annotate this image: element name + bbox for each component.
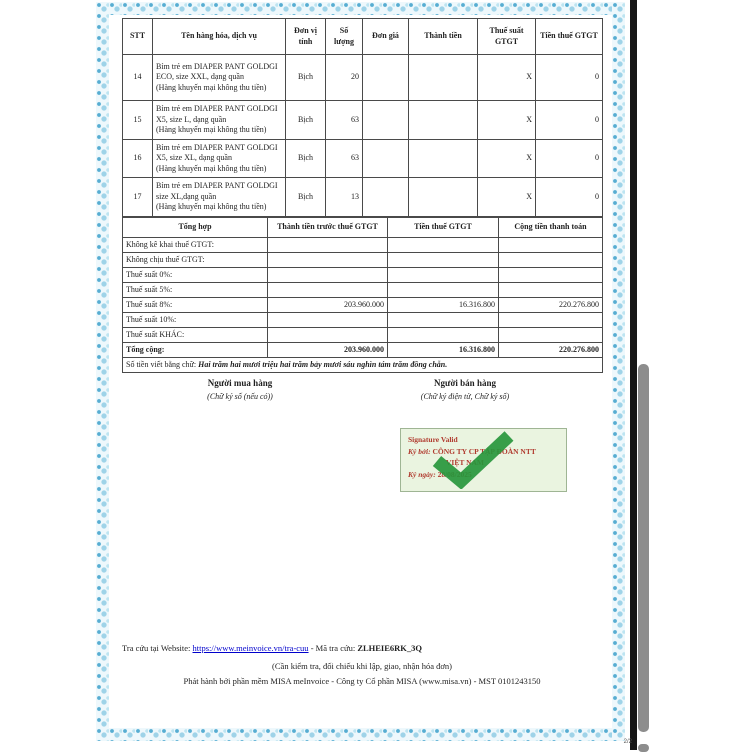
- summary-total: [499, 283, 603, 298]
- cell-vat-amount: 0: [536, 178, 603, 217]
- cell-quantity: 13: [326, 178, 363, 217]
- invoice-header-cell-2: Đơn vị tính: [286, 19, 326, 55]
- stamp-signed-by-label: Ký bởi:: [408, 446, 433, 456]
- summary-pre-tax: [268, 328, 388, 343]
- cell-unit-price: [363, 140, 409, 178]
- cell-unit: Bịch: [286, 55, 326, 101]
- summary-total: 220.276.800: [499, 343, 603, 358]
- summary-label: Thuế suất 10%:: [123, 313, 268, 328]
- amount-in-words-value: Hai trăm hai mươi triệu hai trăm bảy mươi sáu nghìn tám trăm đồng chẵn.: [198, 359, 448, 369]
- item-name-text: Bỉm trẻ em DIAPER PANT GOLDGI X5, size XL, dạng quần: [156, 142, 278, 163]
- invoice-header-cell-5: Thành tiền: [409, 19, 478, 55]
- summary-row-5: [123, 313, 603, 328]
- cell-vat-amount: 0: [536, 140, 603, 178]
- invoice-table-header: [123, 19, 603, 55]
- summary-pre-tax: [268, 253, 388, 268]
- cell-amount: [409, 178, 478, 217]
- cell-vat-rate: X: [478, 140, 536, 178]
- summary-pre-tax: [268, 268, 388, 283]
- item-promo-note: (Hàng khuyến mại không thu tiền): [156, 82, 267, 92]
- amount-in-words-row: [123, 358, 603, 373]
- seller-signature-title: Người bán hàng: [434, 378, 496, 388]
- lookup-line: [122, 643, 602, 653]
- cell-stt: 17: [123, 178, 153, 217]
- summary-tax: 16.316.800: [388, 343, 499, 358]
- invoice-header-cell-3: Số lượng: [326, 19, 363, 55]
- stamp-signed-date-value: 28/08/2025: [437, 469, 472, 479]
- summary-pre-tax: [268, 238, 388, 253]
- summary-label: Thuế suất KHÁC:: [123, 328, 268, 343]
- summary-row-6: [123, 328, 603, 343]
- cell-item-name: [153, 55, 286, 101]
- cell-unit: Bịch: [286, 101, 326, 140]
- cell-unit: Bịch: [286, 140, 326, 178]
- amount-in-words-label: Số tiền viết bằng chữ:: [126, 359, 199, 369]
- lookup-middle: - Mã tra cứu:: [308, 643, 358, 653]
- signature-check-icon: [429, 429, 517, 489]
- summary-row-2: [123, 268, 603, 283]
- summary-total: 220.276.800: [499, 298, 603, 313]
- summary-pre-tax: 203.960.000: [268, 298, 388, 313]
- page-border-top: [96, 2, 625, 15]
- summary-label: Không chịu thuế GTGT:: [123, 253, 268, 268]
- buyer-signature-block: [150, 378, 330, 401]
- summary-tax: [388, 268, 499, 283]
- item-name-text: Bỉm trẻ em DIAPER PANT GOLDGI X5, size L, dạng quần: [156, 104, 278, 124]
- summary-label: Thuế suất 8%:: [123, 298, 268, 313]
- summary-label: Không kê khai thuế GTGT:: [123, 238, 268, 253]
- page-indicator: 2/2: [623, 739, 632, 745]
- summary-total: [499, 328, 603, 343]
- summary-table-body: [123, 238, 603, 358]
- summary-pre-tax: [268, 283, 388, 298]
- invoice-table-body: [123, 55, 603, 217]
- summary-total: [499, 238, 603, 253]
- invoice-row-17: [123, 178, 603, 217]
- summary-tax: [388, 253, 499, 268]
- invoice-header-row: [123, 19, 603, 55]
- summary-tax: [388, 313, 499, 328]
- scrollbar-thumb[interactable]: [638, 364, 649, 732]
- stamp-signature-valid: Signature Valid: [408, 435, 458, 444]
- cell-amount: [409, 140, 478, 178]
- summary-label: Thuế suất 5%:: [123, 283, 268, 298]
- summary-pre-tax: 203.960.000: [268, 343, 388, 358]
- invoice-header-cell-1: Tên hàng hóa, dịch vụ: [153, 19, 286, 55]
- cell-unit-price: [363, 55, 409, 101]
- cell-stt: 15: [123, 101, 153, 140]
- invoice-header-cell-4: Đơn giá: [363, 19, 409, 55]
- cell-stt: 14: [123, 55, 153, 101]
- buyer-signature-subtitle: (Chữ ký số (nếu có)): [207, 392, 273, 401]
- cell-vat-amount: 0: [536, 101, 603, 140]
- item-promo-note: (Hàng khuyến mại không thu tiền): [156, 163, 267, 173]
- summary-table: [122, 217, 603, 373]
- scrollbar-thumb-fragment[interactable]: [638, 744, 649, 752]
- invoice-row-16: [123, 140, 603, 178]
- summary-header-cell-3: Cộng tiền thanh toán: [499, 218, 603, 238]
- cell-vat-rate: X: [478, 178, 536, 217]
- summary-total: [499, 313, 603, 328]
- summary-row-7: [123, 343, 603, 358]
- seller-signature-subtitle: (Chữ ký điện tử, Chữ ký số): [420, 392, 510, 401]
- item-promo-note: (Hàng khuyến mại không thu tiền): [156, 125, 267, 135]
- item-name-text: Bỉm trẻ em DIAPER PANT GOLDGI size XL,dạng quần: [156, 181, 278, 201]
- summary-header-cell-0: Tổng hợp: [123, 218, 268, 238]
- invoice-header-cell-6: Thuế suất GTGT: [478, 19, 536, 55]
- page-border-left: [96, 2, 109, 741]
- seller-signature-block: [375, 378, 555, 401]
- footer-publisher: Phát hành bởi phần mềm MISA meInvoice - Công ty Cổ phần MISA (www.misa.vn) - MST 0101243150: [183, 676, 541, 686]
- stamp-signed-by-value: CÔNG TY CP TẬP ĐOÀN NTT: [432, 446, 536, 456]
- cell-vat-amount: 0: [536, 55, 603, 101]
- summary-row-3: [123, 283, 603, 298]
- cell-quantity: 63: [326, 101, 363, 140]
- summary-row-0: [123, 238, 603, 253]
- lookup-prefix: Tra cứu tại Website:: [122, 643, 193, 653]
- cell-vat-rate: X: [478, 55, 536, 101]
- summary-total: [499, 253, 603, 268]
- cell-stt: 16: [123, 140, 153, 178]
- summary-header-cell-2: Tiền thuế GTGT: [388, 218, 499, 238]
- summary-row-4: [123, 298, 603, 313]
- stamp-signed-date-label: Ký ngày:: [408, 469, 438, 479]
- summary-label: Thuế suất 0%:: [123, 268, 268, 283]
- lookup-code: ZLHEIE6RK_3Q: [357, 643, 423, 653]
- cell-item-name: [153, 178, 286, 217]
- lookup-url-link[interactable]: https://www.meinvoice.vn/tra-cuu: [192, 643, 309, 653]
- item-promo-note: (Hàng khuyến mại không thu tiền): [156, 202, 267, 212]
- summary-row-1: [123, 253, 603, 268]
- cell-amount: [409, 55, 478, 101]
- summary-tax: [388, 238, 499, 253]
- stamp-signed-by-value2: VIỆT NAM: [446, 458, 484, 468]
- cell-quantity: 20: [326, 55, 363, 101]
- summary-label: Tổng cộng:: [123, 343, 268, 358]
- page-edge-shadow: [630, 0, 637, 750]
- summary-tax: [388, 283, 499, 298]
- cell-unit-price: [363, 178, 409, 217]
- page-border-right: [612, 2, 625, 741]
- invoice-items-table: [122, 18, 603, 217]
- digital-signature-stamp: [400, 428, 567, 492]
- item-name-text: Bỉm trẻ em DIAPER PANT GOLDGI ECO, size XXL, dạng quần: [156, 61, 278, 82]
- invoice-header-cell-0: STT: [123, 19, 153, 55]
- cell-unit: Bịch: [286, 178, 326, 217]
- page-border-bottom: [96, 728, 625, 741]
- summary-header-cell-1: Thành tiền trước thuế GTGT: [268, 218, 388, 238]
- summary-pre-tax: [268, 313, 388, 328]
- cell-quantity: 63: [326, 140, 363, 178]
- summary-header-row: [123, 218, 603, 238]
- invoice-header-cell-7: Tiền thuế GTGT: [536, 19, 603, 55]
- cell-item-name: [153, 140, 286, 178]
- summary-table-header: [123, 218, 603, 238]
- summary-total: [499, 268, 603, 283]
- cell-item-name: [153, 101, 286, 140]
- footer-note: (Cần kiểm tra, đối chiếu khi lập, giao, nhận hóa đơn): [272, 661, 452, 671]
- cell-amount: [409, 101, 478, 140]
- invoice-row-15: [123, 101, 603, 140]
- invoice-row-14: [123, 55, 603, 101]
- buyer-signature-title: Người mua hàng: [207, 378, 273, 388]
- cell-vat-rate: X: [478, 101, 536, 140]
- summary-tax: [388, 328, 499, 343]
- cell-unit-price: [363, 101, 409, 140]
- summary-tax: 16.316.800: [388, 298, 499, 313]
